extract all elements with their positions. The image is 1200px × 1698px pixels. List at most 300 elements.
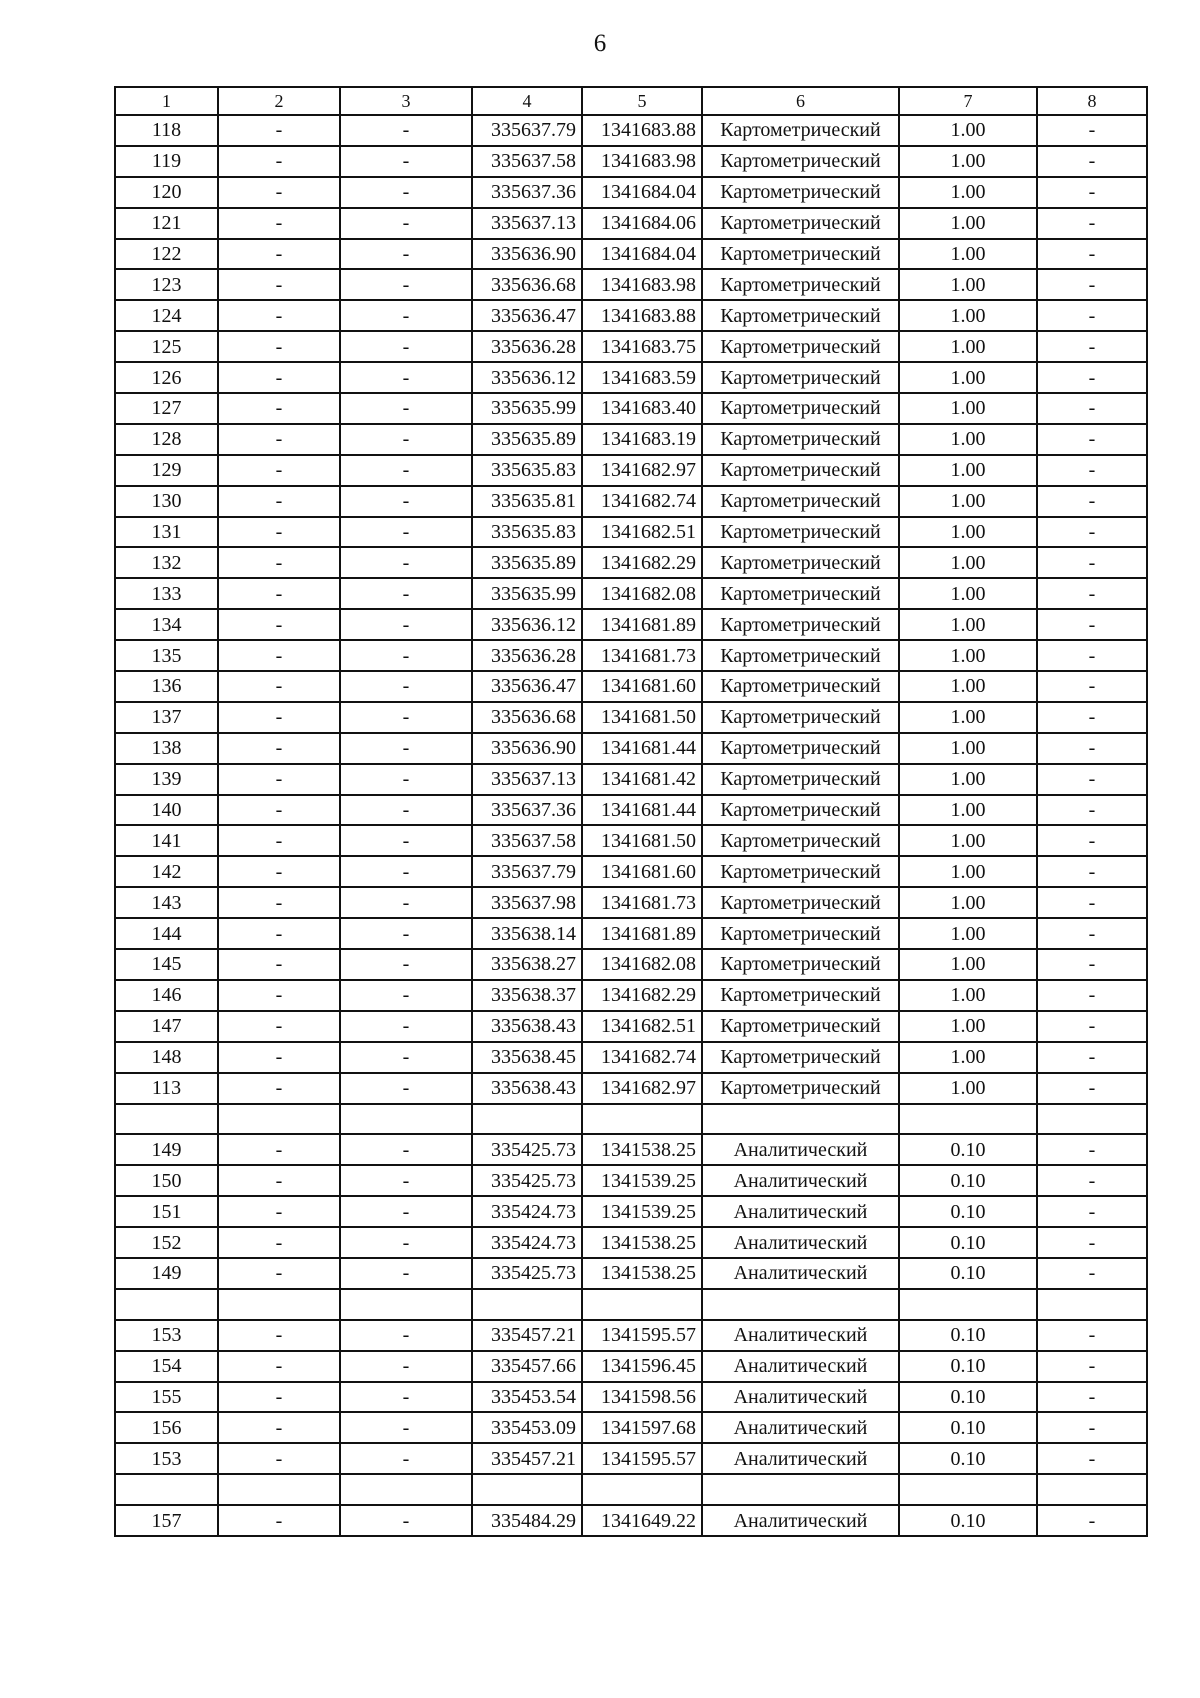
col-8-cell: - bbox=[1037, 239, 1147, 270]
col-8-cell: - bbox=[1037, 918, 1147, 949]
point-number-cell: 119 bbox=[115, 146, 218, 177]
col-3-cell bbox=[340, 1104, 472, 1135]
accuracy-cell: 1.00 bbox=[899, 115, 1037, 146]
point-number-cell: 139 bbox=[115, 764, 218, 795]
coord-y-cell: 1341681.44 bbox=[582, 795, 702, 826]
method-cell: Аналитический bbox=[702, 1227, 899, 1258]
table-row bbox=[115, 702, 1147, 733]
table-row bbox=[115, 1505, 1147, 1536]
col-3-cell: - bbox=[340, 702, 472, 733]
col-8-cell: - bbox=[1037, 1320, 1147, 1351]
accuracy-cell: 1.00 bbox=[899, 208, 1037, 239]
method-cell: Картометрический bbox=[702, 825, 899, 856]
accuracy-cell: 1.00 bbox=[899, 733, 1037, 764]
coord-y-cell: 1341595.57 bbox=[582, 1443, 702, 1474]
method-cell: Картометрический bbox=[702, 702, 899, 733]
accuracy-cell: 0.10 bbox=[899, 1412, 1037, 1443]
col-2-cell: - bbox=[218, 609, 340, 640]
coord-y-cell: 1341683.88 bbox=[582, 300, 702, 331]
col-3-cell: - bbox=[340, 331, 472, 362]
coord-x-cell: 335637.79 bbox=[472, 115, 582, 146]
col-3-cell: - bbox=[340, 146, 472, 177]
table-row bbox=[115, 1351, 1147, 1382]
col-8-cell: - bbox=[1037, 1227, 1147, 1258]
col-2-cell: - bbox=[218, 146, 340, 177]
col-3-cell: - bbox=[340, 887, 472, 918]
accuracy-cell: 1.00 bbox=[899, 269, 1037, 300]
col-3-cell: - bbox=[340, 269, 472, 300]
coord-y-cell bbox=[582, 1104, 702, 1135]
accuracy-cell: 1.00 bbox=[899, 362, 1037, 393]
coord-x-cell: 335424.73 bbox=[472, 1196, 582, 1227]
coord-y-cell: 1341683.40 bbox=[582, 393, 702, 424]
coord-x-cell: 335637.58 bbox=[472, 825, 582, 856]
accuracy-cell: 1.00 bbox=[899, 1011, 1037, 1042]
col-3-cell: - bbox=[340, 1258, 472, 1289]
table-row bbox=[115, 1073, 1147, 1104]
method-cell bbox=[702, 1289, 899, 1320]
col-8-cell: - bbox=[1037, 887, 1147, 918]
method-cell: Картометрический bbox=[702, 764, 899, 795]
col-2-cell: - bbox=[218, 764, 340, 795]
accuracy-cell: 1.00 bbox=[899, 547, 1037, 578]
col-2-cell: - bbox=[218, 1042, 340, 1073]
col-3-cell: - bbox=[340, 1227, 472, 1258]
point-number-cell bbox=[115, 1289, 218, 1320]
col-2-cell: - bbox=[218, 671, 340, 702]
col-3-cell: - bbox=[340, 1412, 472, 1443]
method-cell: Картометрический bbox=[702, 733, 899, 764]
col-3-cell: - bbox=[340, 1443, 472, 1474]
col-3-cell bbox=[340, 1474, 472, 1505]
col-8-cell: - bbox=[1037, 640, 1147, 671]
point-number-cell: 155 bbox=[115, 1382, 218, 1413]
coord-x-cell: 335638.45 bbox=[472, 1042, 582, 1073]
accuracy-cell: 1.00 bbox=[899, 578, 1037, 609]
coord-x-cell: 335637.13 bbox=[472, 764, 582, 795]
point-number-cell: 153 bbox=[115, 1320, 218, 1351]
table-row bbox=[115, 300, 1147, 331]
method-cell: Картометрический bbox=[702, 455, 899, 486]
coord-y-cell: 1341596.45 bbox=[582, 1351, 702, 1382]
coord-y-cell: 1341538.25 bbox=[582, 1227, 702, 1258]
method-cell: Картометрический bbox=[702, 517, 899, 548]
table-row bbox=[115, 1258, 1147, 1289]
col-2-cell: - bbox=[218, 980, 340, 1011]
method-cell: Картометрический bbox=[702, 269, 899, 300]
table-row bbox=[115, 424, 1147, 455]
coord-y-cell: 1341682.51 bbox=[582, 517, 702, 548]
col-3-cell: - bbox=[340, 362, 472, 393]
page-number: 6 bbox=[593, 30, 607, 57]
coord-x-cell bbox=[472, 1104, 582, 1135]
coord-x-cell: 335637.13 bbox=[472, 208, 582, 239]
col-2-cell: - bbox=[218, 1134, 340, 1165]
col-3-cell: - bbox=[340, 640, 472, 671]
accuracy-cell: 1.00 bbox=[899, 702, 1037, 733]
accuracy-cell: 1.00 bbox=[899, 146, 1037, 177]
col-2-cell: - bbox=[218, 1382, 340, 1413]
method-cell: Аналитический bbox=[702, 1196, 899, 1227]
col-3-cell: - bbox=[340, 486, 472, 517]
accuracy-cell: 1.00 bbox=[899, 177, 1037, 208]
col-8-cell: - bbox=[1037, 424, 1147, 455]
coord-y-cell: 1341682.97 bbox=[582, 455, 702, 486]
coord-x-cell: 335424.73 bbox=[472, 1227, 582, 1258]
col-3-cell: - bbox=[340, 609, 472, 640]
col-8-cell: - bbox=[1037, 208, 1147, 239]
col-3-cell: - bbox=[340, 300, 472, 331]
col-2-cell: - bbox=[218, 115, 340, 146]
method-cell: Картометрический bbox=[702, 918, 899, 949]
point-number-cell: 137 bbox=[115, 702, 218, 733]
table-body bbox=[115, 87, 1147, 1536]
col-8-cell bbox=[1037, 1104, 1147, 1135]
point-number-cell: 153 bbox=[115, 1443, 218, 1474]
method-cell: Картометрический bbox=[702, 547, 899, 578]
column-header: 8 bbox=[1037, 87, 1147, 115]
coord-y-cell: 1341682.29 bbox=[582, 980, 702, 1011]
col-8-cell: - bbox=[1037, 1073, 1147, 1104]
coord-y-cell: 1341681.73 bbox=[582, 640, 702, 671]
col-8-cell: - bbox=[1037, 455, 1147, 486]
point-number-cell: 118 bbox=[115, 115, 218, 146]
accuracy-cell: 0.10 bbox=[899, 1227, 1037, 1258]
table-row bbox=[115, 1011, 1147, 1042]
col-2-cell: - bbox=[218, 517, 340, 548]
col-3-cell: - bbox=[340, 1165, 472, 1196]
col-2-cell: - bbox=[218, 1412, 340, 1443]
point-number-cell: 113 bbox=[115, 1073, 218, 1104]
col-2-cell: - bbox=[218, 269, 340, 300]
table-row bbox=[115, 918, 1147, 949]
column-header: 4 bbox=[472, 87, 582, 115]
col-3-cell: - bbox=[340, 1196, 472, 1227]
coord-y-cell: 1341683.98 bbox=[582, 269, 702, 300]
col-2-cell: - bbox=[218, 1351, 340, 1382]
table-row bbox=[115, 795, 1147, 826]
table-row bbox=[115, 1474, 1147, 1505]
col-8-cell: - bbox=[1037, 825, 1147, 856]
method-cell: Аналитический bbox=[702, 1351, 899, 1382]
accuracy-cell: 0.10 bbox=[899, 1351, 1037, 1382]
coord-y-cell: 1341681.42 bbox=[582, 764, 702, 795]
col-8-cell: - bbox=[1037, 362, 1147, 393]
accuracy-cell bbox=[899, 1474, 1037, 1505]
table-row bbox=[115, 547, 1147, 578]
coord-y-cell: 1341681.89 bbox=[582, 918, 702, 949]
col-2-cell: - bbox=[218, 1227, 340, 1258]
col-3-cell bbox=[340, 1289, 472, 1320]
accuracy-cell bbox=[899, 1289, 1037, 1320]
col-8-cell: - bbox=[1037, 177, 1147, 208]
method-cell: Картометрический bbox=[702, 362, 899, 393]
col-2-cell: - bbox=[218, 578, 340, 609]
col-3-cell: - bbox=[340, 1042, 472, 1073]
col-3-cell: - bbox=[340, 239, 472, 270]
point-number-cell: 123 bbox=[115, 269, 218, 300]
accuracy-cell: 0.10 bbox=[899, 1196, 1037, 1227]
col-8-cell: - bbox=[1037, 1258, 1147, 1289]
coord-x-cell: 335638.37 bbox=[472, 980, 582, 1011]
accuracy-cell: 0.10 bbox=[899, 1443, 1037, 1474]
col-3-cell: - bbox=[340, 1073, 472, 1104]
table-row bbox=[115, 1134, 1147, 1165]
col-8-cell: - bbox=[1037, 980, 1147, 1011]
col-2-cell: - bbox=[218, 702, 340, 733]
table-row bbox=[115, 1196, 1147, 1227]
table-row bbox=[115, 578, 1147, 609]
accuracy-cell: 1.00 bbox=[899, 239, 1037, 270]
col-3-cell: - bbox=[340, 578, 472, 609]
col-2-cell: - bbox=[218, 1258, 340, 1289]
col-3-cell: - bbox=[340, 733, 472, 764]
table-row bbox=[115, 949, 1147, 980]
method-cell: Картометрический bbox=[702, 208, 899, 239]
col-2-cell: - bbox=[218, 455, 340, 486]
accuracy-cell: 0.10 bbox=[899, 1165, 1037, 1196]
table-row bbox=[115, 115, 1147, 146]
coord-x-cell: 335457.66 bbox=[472, 1351, 582, 1382]
coord-x-cell: 335635.81 bbox=[472, 486, 582, 517]
coord-y-cell bbox=[582, 1474, 702, 1505]
accuracy-cell: 1.00 bbox=[899, 300, 1037, 331]
coord-y-cell: 1341598.56 bbox=[582, 1382, 702, 1413]
method-cell: Аналитический bbox=[702, 1320, 899, 1351]
point-number-cell: 151 bbox=[115, 1196, 218, 1227]
point-number-cell: 136 bbox=[115, 671, 218, 702]
coord-y-cell: 1341681.89 bbox=[582, 609, 702, 640]
col-8-cell: - bbox=[1037, 1165, 1147, 1196]
accuracy-cell: 1.00 bbox=[899, 949, 1037, 980]
accuracy-cell: 0.10 bbox=[899, 1258, 1037, 1289]
col-2-cell: - bbox=[218, 856, 340, 887]
coord-y-cell: 1341682.08 bbox=[582, 949, 702, 980]
col-3-cell: - bbox=[340, 1351, 472, 1382]
col-8-cell: - bbox=[1037, 331, 1147, 362]
col-2-cell: - bbox=[218, 1443, 340, 1474]
coord-x-cell: 335425.73 bbox=[472, 1134, 582, 1165]
col-3-cell: - bbox=[340, 1134, 472, 1165]
col-3-cell: - bbox=[340, 393, 472, 424]
method-cell: Картометрический bbox=[702, 640, 899, 671]
coord-x-cell: 335635.99 bbox=[472, 578, 582, 609]
method-cell: Картометрический bbox=[702, 856, 899, 887]
point-number-cell: 152 bbox=[115, 1227, 218, 1258]
col-8-cell: - bbox=[1037, 486, 1147, 517]
accuracy-cell: 1.00 bbox=[899, 455, 1037, 486]
accuracy-cell: 1.00 bbox=[899, 609, 1037, 640]
accuracy-cell: 1.00 bbox=[899, 486, 1037, 517]
col-2-cell: - bbox=[218, 486, 340, 517]
method-cell: Аналитический bbox=[702, 1165, 899, 1196]
method-cell: Картометрический bbox=[702, 393, 899, 424]
accuracy-cell bbox=[899, 1104, 1037, 1135]
method-cell: Картометрический bbox=[702, 887, 899, 918]
coord-x-cell: 335637.36 bbox=[472, 177, 582, 208]
point-number-cell: 138 bbox=[115, 733, 218, 764]
table-row bbox=[115, 1289, 1147, 1320]
coord-x-cell: 335638.43 bbox=[472, 1011, 582, 1042]
col-2-cell: - bbox=[218, 1320, 340, 1351]
point-number-cell: 134 bbox=[115, 609, 218, 640]
col-3-cell: - bbox=[340, 517, 472, 548]
table-row bbox=[115, 331, 1147, 362]
column-header: 5 bbox=[582, 87, 702, 115]
method-cell: Картометрический bbox=[702, 300, 899, 331]
col-8-cell: - bbox=[1037, 1042, 1147, 1073]
method-cell: Картометрический bbox=[702, 980, 899, 1011]
coord-x-cell: 335425.73 bbox=[472, 1165, 582, 1196]
col-8-cell: - bbox=[1037, 609, 1147, 640]
col-2-cell: - bbox=[218, 733, 340, 764]
col-2-cell: - bbox=[218, 393, 340, 424]
col-8-cell: - bbox=[1037, 393, 1147, 424]
col-8-cell: - bbox=[1037, 1382, 1147, 1413]
col-8-cell: - bbox=[1037, 1134, 1147, 1165]
col-3-cell: - bbox=[340, 547, 472, 578]
coord-y-cell: 1341649.22 bbox=[582, 1505, 702, 1536]
point-number-cell: 121 bbox=[115, 208, 218, 239]
method-cell bbox=[702, 1474, 899, 1505]
coord-x-cell: 335637.79 bbox=[472, 856, 582, 887]
table-row bbox=[115, 1443, 1147, 1474]
col-3-cell: - bbox=[340, 856, 472, 887]
coord-y-cell: 1341681.73 bbox=[582, 887, 702, 918]
coord-y-cell: 1341684.04 bbox=[582, 239, 702, 270]
col-2-cell bbox=[218, 1289, 340, 1320]
coord-x-cell: 335637.36 bbox=[472, 795, 582, 826]
method-cell: Картометрический bbox=[702, 949, 899, 980]
coord-y-cell: 1341682.97 bbox=[582, 1073, 702, 1104]
col-8-cell: - bbox=[1037, 1443, 1147, 1474]
col-3-cell: - bbox=[340, 1382, 472, 1413]
point-number-cell: 130 bbox=[115, 486, 218, 517]
col-2-cell: - bbox=[218, 208, 340, 239]
coord-y-cell bbox=[582, 1289, 702, 1320]
point-number-cell bbox=[115, 1474, 218, 1505]
point-number-cell: 141 bbox=[115, 825, 218, 856]
column-header: 1 bbox=[115, 87, 218, 115]
point-number-cell: 126 bbox=[115, 362, 218, 393]
coord-x-cell: 335636.12 bbox=[472, 609, 582, 640]
table-row bbox=[115, 1227, 1147, 1258]
table-row bbox=[115, 671, 1147, 702]
coord-x-cell: 335636.68 bbox=[472, 702, 582, 733]
header-row bbox=[115, 87, 1147, 115]
col-3-cell: - bbox=[340, 918, 472, 949]
column-header: 3 bbox=[340, 87, 472, 115]
coord-x-cell: 335637.58 bbox=[472, 146, 582, 177]
col-2-cell: - bbox=[218, 640, 340, 671]
point-number-cell: 143 bbox=[115, 887, 218, 918]
method-cell: Картометрический bbox=[702, 239, 899, 270]
col-8-cell: - bbox=[1037, 300, 1147, 331]
col-2-cell: - bbox=[218, 825, 340, 856]
point-number-cell: 146 bbox=[115, 980, 218, 1011]
coord-x-cell: 335635.99 bbox=[472, 393, 582, 424]
method-cell: Картометрический bbox=[702, 331, 899, 362]
table-row bbox=[115, 856, 1147, 887]
col-3-cell: - bbox=[340, 208, 472, 239]
coord-y-cell: 1341682.08 bbox=[582, 578, 702, 609]
table-row bbox=[115, 887, 1147, 918]
coord-y-cell: 1341681.60 bbox=[582, 856, 702, 887]
point-number-cell: 157 bbox=[115, 1505, 218, 1536]
accuracy-cell: 0.10 bbox=[899, 1134, 1037, 1165]
col-8-cell: - bbox=[1037, 671, 1147, 702]
accuracy-cell: 0.10 bbox=[899, 1382, 1037, 1413]
point-number-cell: 154 bbox=[115, 1351, 218, 1382]
col-3-cell: - bbox=[340, 1011, 472, 1042]
coord-x-cell bbox=[472, 1289, 582, 1320]
table-row bbox=[115, 764, 1147, 795]
coord-y-cell: 1341681.50 bbox=[582, 702, 702, 733]
coord-y-cell: 1341539.25 bbox=[582, 1196, 702, 1227]
col-2-cell: - bbox=[218, 1073, 340, 1104]
col-3-cell: - bbox=[340, 455, 472, 486]
point-number-cell: 128 bbox=[115, 424, 218, 455]
coord-y-cell: 1341683.75 bbox=[582, 331, 702, 362]
table-row bbox=[115, 517, 1147, 548]
col-2-cell: - bbox=[218, 795, 340, 826]
method-cell: Картометрический bbox=[702, 578, 899, 609]
table-row bbox=[115, 640, 1147, 671]
col-8-cell: - bbox=[1037, 764, 1147, 795]
method-cell: Аналитический bbox=[702, 1258, 899, 1289]
table-row bbox=[115, 146, 1147, 177]
col-8-cell: - bbox=[1037, 1196, 1147, 1227]
coord-x-cell: 335636.90 bbox=[472, 733, 582, 764]
method-cell: Картометрический bbox=[702, 486, 899, 517]
table-row bbox=[115, 1104, 1147, 1135]
col-8-cell: - bbox=[1037, 949, 1147, 980]
accuracy-cell: 1.00 bbox=[899, 1073, 1037, 1104]
col-8-cell: - bbox=[1037, 856, 1147, 887]
coord-y-cell: 1341684.06 bbox=[582, 208, 702, 239]
point-number-cell: 135 bbox=[115, 640, 218, 671]
col-3-cell: - bbox=[340, 949, 472, 980]
col-2-cell bbox=[218, 1474, 340, 1505]
point-number-cell: 124 bbox=[115, 300, 218, 331]
table-row bbox=[115, 1320, 1147, 1351]
col-8-cell: - bbox=[1037, 1412, 1147, 1443]
method-cell: Картометрический bbox=[702, 609, 899, 640]
coord-x-cell: 335635.89 bbox=[472, 547, 582, 578]
col-8-cell: - bbox=[1037, 115, 1147, 146]
column-header: 7 bbox=[899, 87, 1037, 115]
coord-x-cell: 335638.27 bbox=[472, 949, 582, 980]
coord-x-cell: 335484.29 bbox=[472, 1505, 582, 1536]
col-2-cell: - bbox=[218, 424, 340, 455]
col-8-cell: - bbox=[1037, 1351, 1147, 1382]
accuracy-cell: 1.00 bbox=[899, 424, 1037, 455]
table-row bbox=[115, 486, 1147, 517]
col-2-cell: - bbox=[218, 547, 340, 578]
table-row bbox=[115, 825, 1147, 856]
coord-y-cell: 1341682.51 bbox=[582, 1011, 702, 1042]
point-number-cell: 120 bbox=[115, 177, 218, 208]
table-row bbox=[115, 239, 1147, 270]
method-cell: Аналитический bbox=[702, 1382, 899, 1413]
accuracy-cell: 1.00 bbox=[899, 764, 1037, 795]
col-2-cell: - bbox=[218, 1196, 340, 1227]
method-cell: Картометрический bbox=[702, 146, 899, 177]
point-number-cell: 148 bbox=[115, 1042, 218, 1073]
table-row bbox=[115, 733, 1147, 764]
coord-y-cell: 1341681.60 bbox=[582, 671, 702, 702]
col-2-cell: - bbox=[218, 918, 340, 949]
